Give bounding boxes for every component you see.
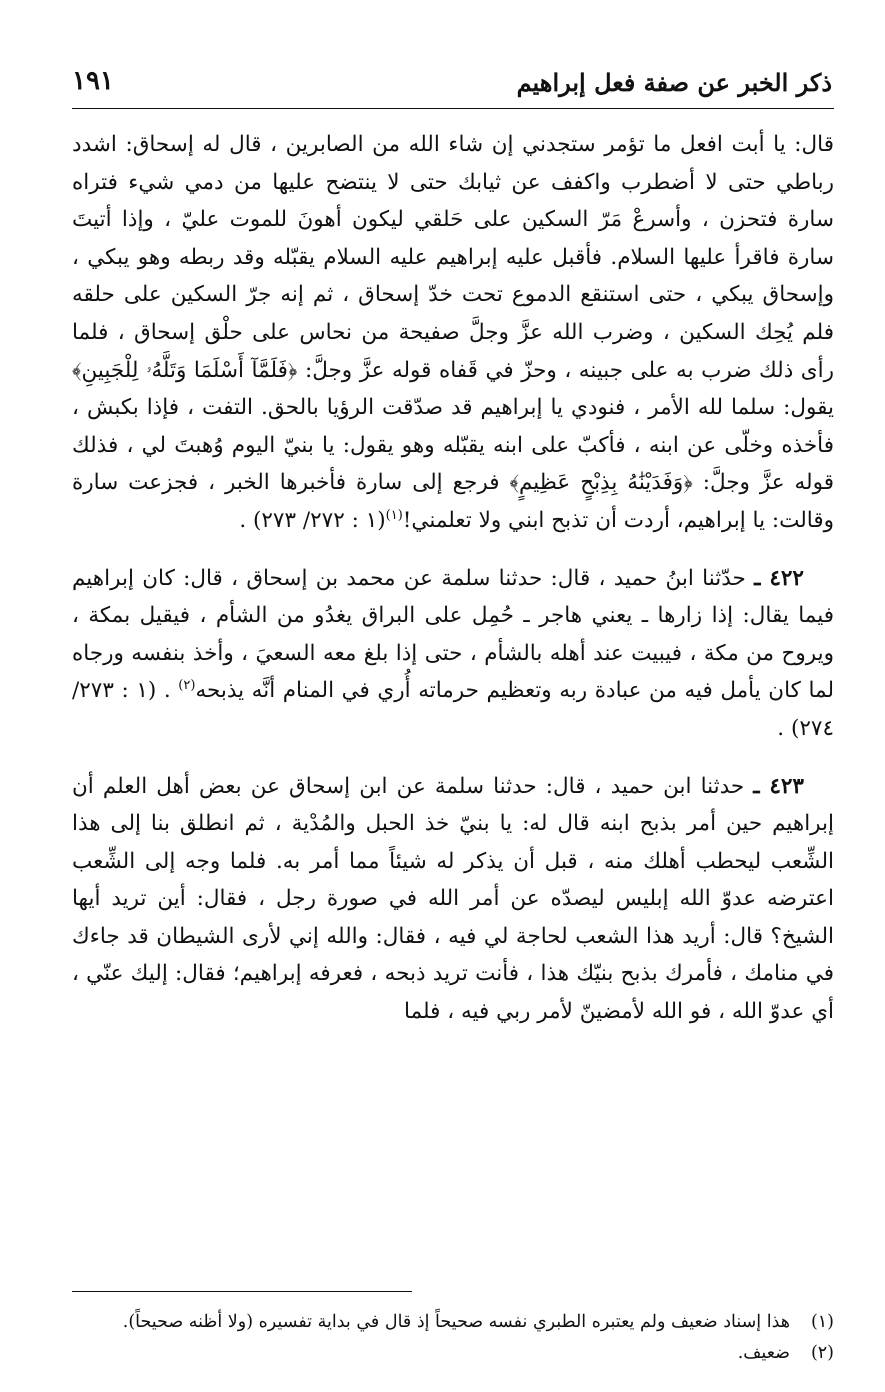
footnote — [72, 1339, 834, 1368]
running-title: ذكر الخبر عن صفة فعل إبراهيم — [516, 68, 832, 97]
page-header — [72, 58, 834, 104]
hadith-number: ٤٢٣ ـ — [753, 773, 804, 799]
paragraph-text: حدّثنا ابنُ حميد ، قال: حدثنا سلمة عن محمد بن إسحاق ، قال: كان إبراهيم فيما يقال: إذا زارها ـ يعني هاجر ـ حُمِل على البراق يغدُو من الشأم ، فيقيل بمكة ، ويروح من مكة ، فيبيت عند أهله بالشأم ، حتى إذا بلغ معه السعيَ ، وأخذ بنفسه ورجاه لما كان يأمل فيه من عبادة ربه وتعظيم حرماته أُري في المنام أنَّه يذبحه — [72, 565, 834, 704]
footnote-text: ضعيف. — [737, 1343, 790, 1363]
paragraph-text: قال: يا أبت افعل ما تؤمر ستجدني إن شاء الله من الصابرين ، قال له إسحاق: اشدد رباطي حتى لا أضطرب واكفف عن ثيابك حتى لا ينتضح عليها من دمي شيء فتراه سارة فتحزن ، وأسرعْ مَرّ السكين على حَلقي ليكون أهونَ للموت عليّ ، وإذا أتيتَ سارة فاقرأ عليها السلام. فأقبل عليه إبراهيم عليه السلام يقبّله وقد ربطه وهو يبكي ، وإسحاق يبكي ، حتى استنقع الدموع تحت خدّ إسحاق ، ثم إنه جرّ السكين على حلقه فلم يُحِك السكين ، وضرب الله عزَّ وجلَّ صفيحة من نحاس على حلْق إسحاق ، فلما رأى ذلك ضرب به على جبينه ، وحزّ في قَفاه قوله عزَّ وجلَّ: ﴿فَلَمَّآ أَسْلَمَا وَتَلَّهُۥ لِلْجَبِينِ﴾ يقول: سلما لله الأمر ، فنودي يا إبراهيم قد صدّقت الرؤيا بالحق. التفت ، فإذا بكبش ، فأخذه وخلّى عن ابنه ، فأكبّ على ابنه يقبّله وهو يقول: يا بنيّ اليوم وُهبتَ لي ، فذلك قوله عزَّ وجلَّ: ﴿وَفَدَيْنَٰهُ بِذِبْحٍ عَظِيمٍ﴾ فرجع إلى سارة فأخبرها الخبر ، فجزعت سارة وقالت: يا إبراهيم، أردت أن تذبح ابني ولا تعلمني! — [72, 132, 834, 533]
paragraph-text: حدثنا ابن حميد ، قال: حدثنا سلمة عن ابن إسحاق عن بعض أهل العلم أن إبراهيم حين أمر بذبح ابنه قال له: يا بنيّ خذ الحبل والمُدْية ، ثم انطلق بنا إلى هذا الشِّعب ليحطب أهلك منه ، قبل أن يذكر له شيئاً مما أمر به. فلما وجه إلى الشِّعب اعترضه عدوّ الله إبليس ليصدّه عن أمر الله في صورة رجل ، فقال: أين تريد أيها الشيخ؟ قال: أريد هذا الشعب لحاجة لي فيه ، فقال: والله إني لأرى الشيطان قد جاءك في منامك ، فأمرك بذبح بنيّك هذا ، فأنت تريد ذبحه ، فعرفه إبراهيم؛ فقال: إليك عنّي ، أي عدوّ الله ، فو الله لأمضينّ لأمر ربي فيه ، فلما — [72, 773, 834, 1025]
footnote-marker[interactable]: (١) — [385, 507, 403, 523]
paragraph — [72, 560, 834, 748]
footnote-divider — [72, 1291, 412, 1292]
source-reference: (١ : ٢٧٢/ ٢٧٣) . — [239, 507, 386, 533]
book-page — [72, 58, 834, 1363]
footnote-text: هذا إسناد ضعيف ولم يعتبره الطبري نفسه صحيحاً إذ قال في بداية تفسيره (ولا أظنه صحيحاً). — [122, 1312, 790, 1332]
main-text — [72, 126, 834, 1031]
footnote-number: (٢) — [810, 1343, 834, 1363]
paragraph — [72, 768, 834, 1031]
footnote-number: (١) — [810, 1312, 834, 1332]
source-reference: . (١ : ٢٧٣/ ٢٧٤) . — [72, 678, 834, 741]
hadith-number: ٤٢٢ ـ — [754, 565, 804, 591]
footnotes — [72, 1308, 834, 1370]
page-number: ١٩١ — [72, 66, 114, 96]
header-divider — [72, 108, 834, 109]
paragraph — [72, 126, 834, 540]
footnote — [72, 1308, 834, 1337]
footnote-marker[interactable]: (٢) — [178, 678, 196, 694]
